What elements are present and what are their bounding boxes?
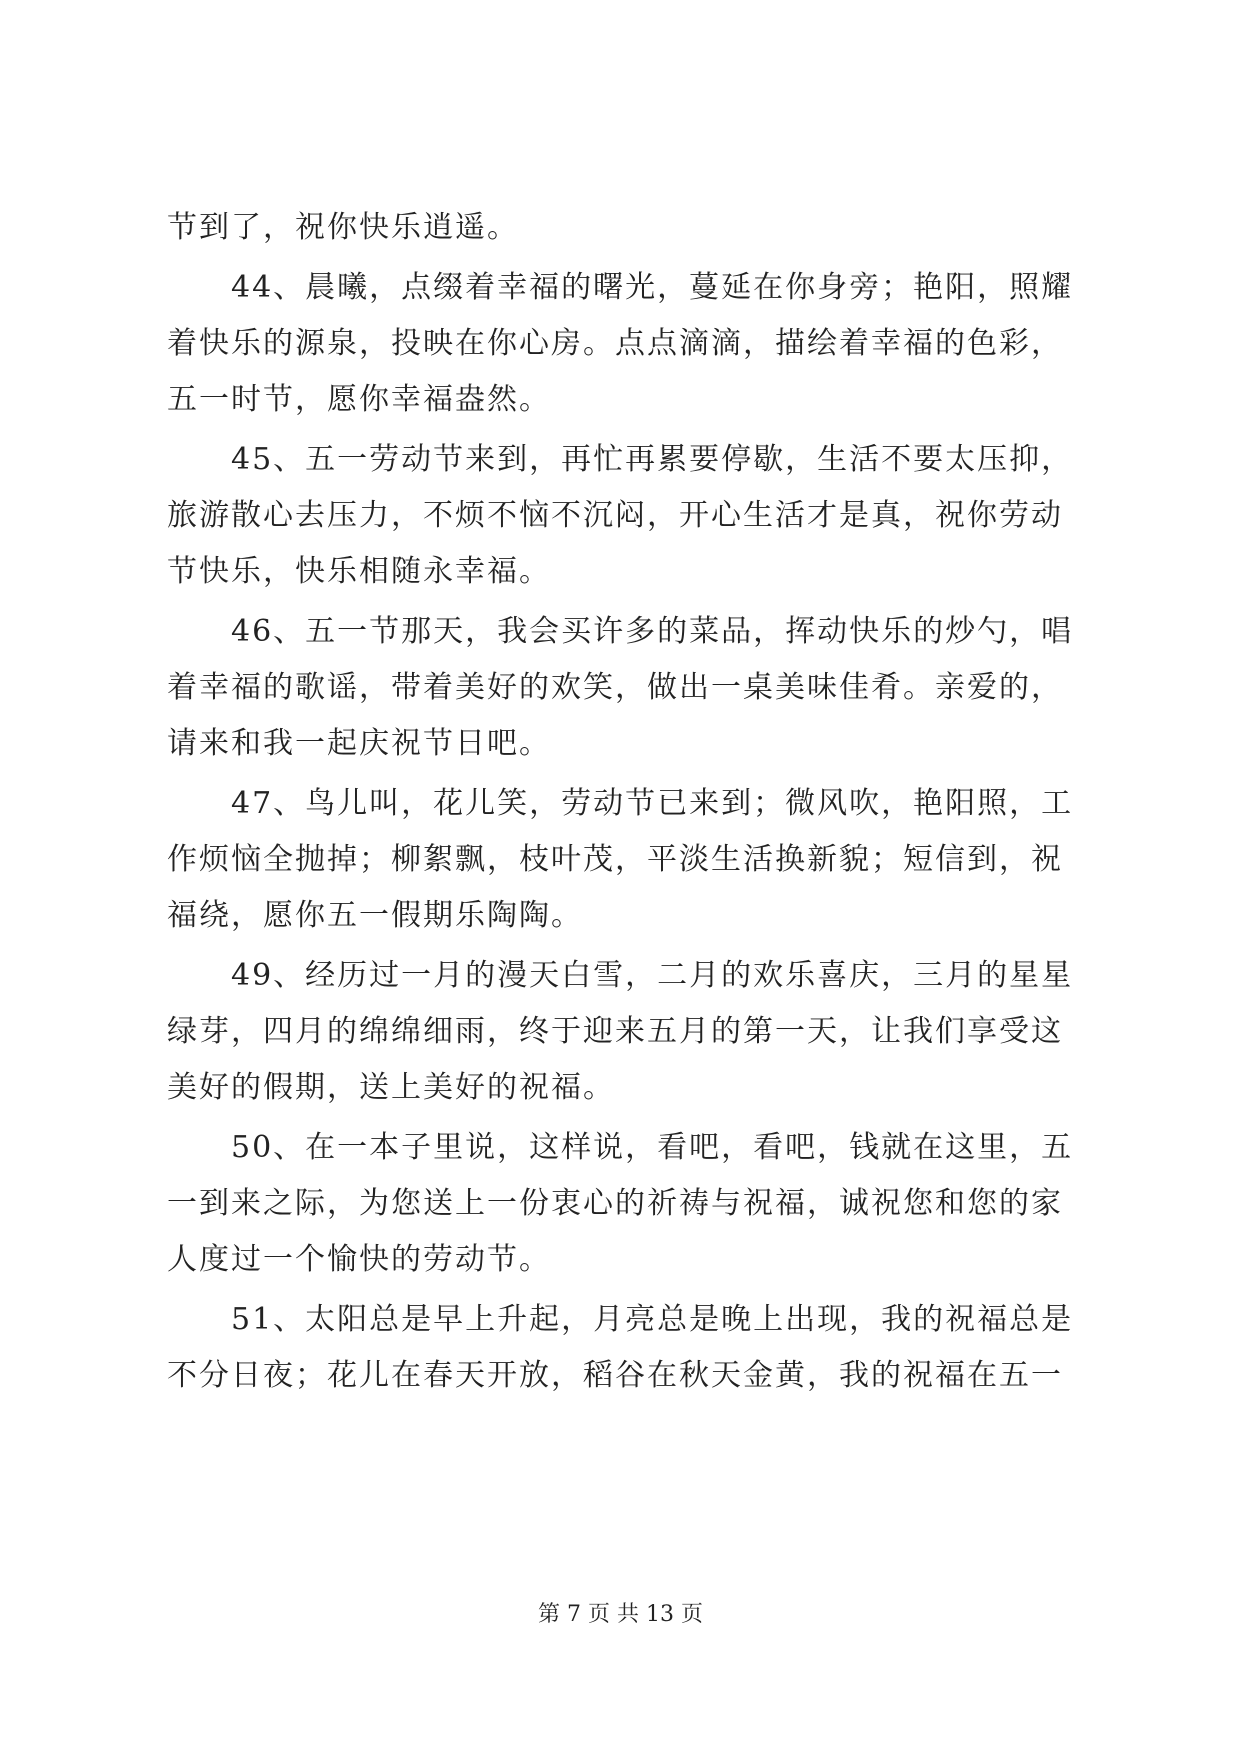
text-line: 作烦恼全抛掉；柳絮飘，枝叶茂，平淡生活换新貌；短信到，祝 (167, 842, 1063, 877)
text-line: 五一时节，愿你幸福盎然。 (167, 382, 551, 417)
text-line: 49、经历过一月的漫天白雪，二月的欢乐喜庆，三月的星星 (167, 958, 1074, 993)
text-line: 不分日夜；花儿在春天开放，稻谷在秋天金黄，我的祝福在五一 (167, 1358, 1063, 1393)
text-line: 节到了，祝你快乐逍遥。 (167, 210, 519, 245)
text-line: 一到来之际，为您送上一份衷心的祈祷与祝福，诚祝您和您的家 (167, 1186, 1063, 1221)
text-line: 请来和我一起庆祝节日吧。 (167, 726, 551, 761)
text-line: 福绕，愿你五一假期乐陶陶。 (167, 898, 583, 933)
text-line: 人度过一个愉快的劳动节。 (167, 1242, 551, 1277)
text-line: 46、五一节那天，我会买许多的菜品，挥动快乐的炒勺，唱 (167, 614, 1074, 649)
text-line: 绿芽，四月的绵绵细雨，终于迎来五月的第一天，让我们享受这 (167, 1014, 1063, 1049)
text-line: 45、五一劳动节来到，再忙再累要停歇，生活不要太压抑， (167, 442, 1074, 477)
text-line: 节快乐，快乐相随永幸福。 (167, 554, 551, 589)
text-line: 44、晨曦，点缀着幸福的曙光，蔓延在你身旁；艳阳，照耀 (167, 270, 1074, 305)
text-line: 50、在一本子里说，这样说，看吧，看吧，钱就在这里，五 (167, 1130, 1074, 1165)
text-line: 旅游散心去压力，不烦不恼不沉闷，开心生活才是真，祝你劳动 (167, 498, 1063, 533)
text-line: 着幸福的歌谣，带着美好的欢笑，做出一桌美味佳肴。亲爱的， (167, 670, 1063, 705)
text-line: 47、鸟儿叫，花儿笑，劳动节已来到；微风吹，艳阳照，工 (167, 786, 1074, 821)
text-line: 美好的假期，送上美好的祝福。 (167, 1070, 615, 1105)
text-line: 着快乐的源泉，投映在你心房。点点滴滴，描绘着幸福的色彩， (167, 326, 1063, 361)
page-number-footer: 第 7 页 共 13 页 (538, 1602, 703, 1627)
text-line: 51、太阳总是早上升起，月亮总是晚上出现，我的祝福总是 (167, 1302, 1074, 1337)
